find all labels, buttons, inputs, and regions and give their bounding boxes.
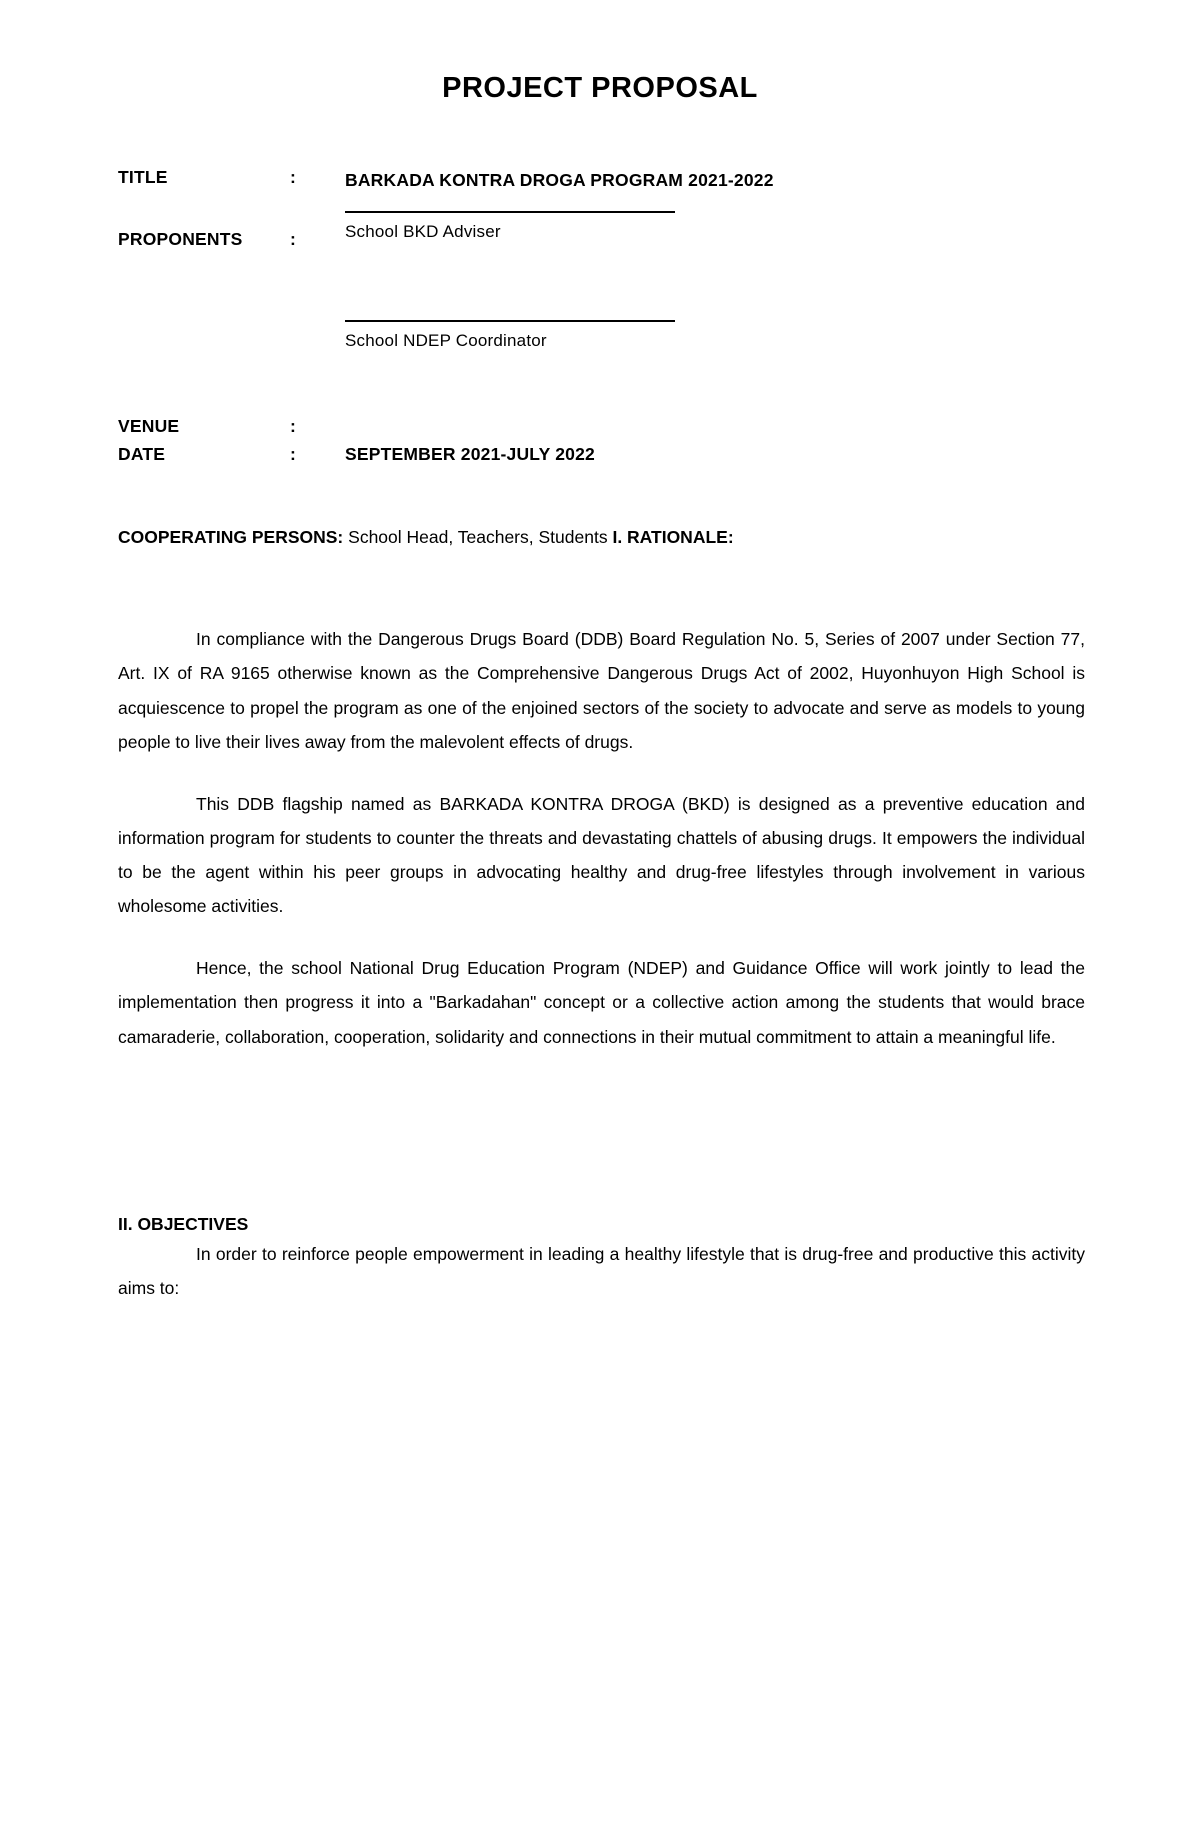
signature-line xyxy=(345,211,675,213)
spacer xyxy=(118,759,1085,787)
signature-line xyxy=(345,320,675,322)
signature-block-adviser xyxy=(345,211,1085,242)
page-title: PROJECT PROPOSAL xyxy=(442,72,758,104)
venue-label: VENUE xyxy=(118,416,180,437)
section-heading-objectives: II. OBJECTIVES xyxy=(118,1213,249,1234)
proponents-colon: : xyxy=(290,229,296,250)
meta-row-proponents xyxy=(118,222,1085,351)
proposal-metadata xyxy=(118,167,1085,465)
title-colon: : xyxy=(290,167,296,187)
meta-row-venue xyxy=(118,416,1085,437)
date-value: SEPTEMBER 2021-JULY 2022 xyxy=(345,444,595,465)
spacer xyxy=(118,548,1085,622)
signature-block-coordinator xyxy=(345,320,1085,351)
venue-colon: : xyxy=(290,416,296,437)
objectives-intro: In order to reinforce people empowerment in leading a healthy lifestyle that is drug-free and productive this activity aims to: xyxy=(118,1243,1085,1298)
document-body xyxy=(0,167,1200,1305)
rationale-paragraph-3: Hence, the school National Drug Education Program (NDEP) and Guidance Office will work jointly to lead the implementation then progress it into a "Barkadahan" concept or a collective action among the students that would brace camaraderie, collaboration, cooperation, solidarity and connections in their mutual commitment to attain a meaningful life. xyxy=(118,958,1085,1047)
date-colon: : xyxy=(290,444,296,465)
cooperating-persons-label: COOPERATING PERSONS: xyxy=(118,527,344,548)
proponents-label: PROPONENTS xyxy=(118,229,243,250)
signature-caption-adviser: School BKD Adviser xyxy=(345,222,501,242)
signature-caption-coordinator: School NDEP Coordinator xyxy=(345,331,547,351)
rationale-paragraph-2: This DDB flagship named as BARKADA KONTRA DROGA (BKD) is designed as a preventive education and information program for students to counter the threats and devastating chattels of abusing drugs. It empowers the individual to be the agent within his peer groups in advocating healthy and drug-free lifestyles through involvement in various wholesome activities. xyxy=(118,793,1085,917)
cooperating-persons-value: School Head, Teachers, Students xyxy=(348,527,608,548)
title-label: TITLE xyxy=(118,167,168,187)
venue-date-group xyxy=(118,416,1085,465)
rationale-paragraph-1: In compliance with the Dangerous Drugs Board (DDB) Board Regulation No. 5, Series of 2007 under Section 77, Art. IX of RA 9165 otherwise known as the Comprehensive Dangerous Drugs Act of 2002, Huyonhuyon High School is acquiescence to propel the program as one of the enjoined sectors of the society to advocate and serve as models to young people to live their lives away from the malevolent effects of drugs. xyxy=(118,629,1085,752)
date-label: DATE xyxy=(118,444,166,465)
title-value: BARKADA KONTRA DROGA PROGRAM 2021-2022 xyxy=(345,170,774,190)
section-heading-rationale: I. RATIONALE: xyxy=(612,527,734,548)
spacer xyxy=(345,242,1085,304)
proponents-value xyxy=(345,222,1085,351)
objectives-section xyxy=(118,1214,1085,1305)
cooperating-persons-line xyxy=(118,527,1085,548)
meta-row-title xyxy=(118,167,1085,193)
spacer xyxy=(118,923,1085,951)
meta-row-date xyxy=(118,444,1085,465)
